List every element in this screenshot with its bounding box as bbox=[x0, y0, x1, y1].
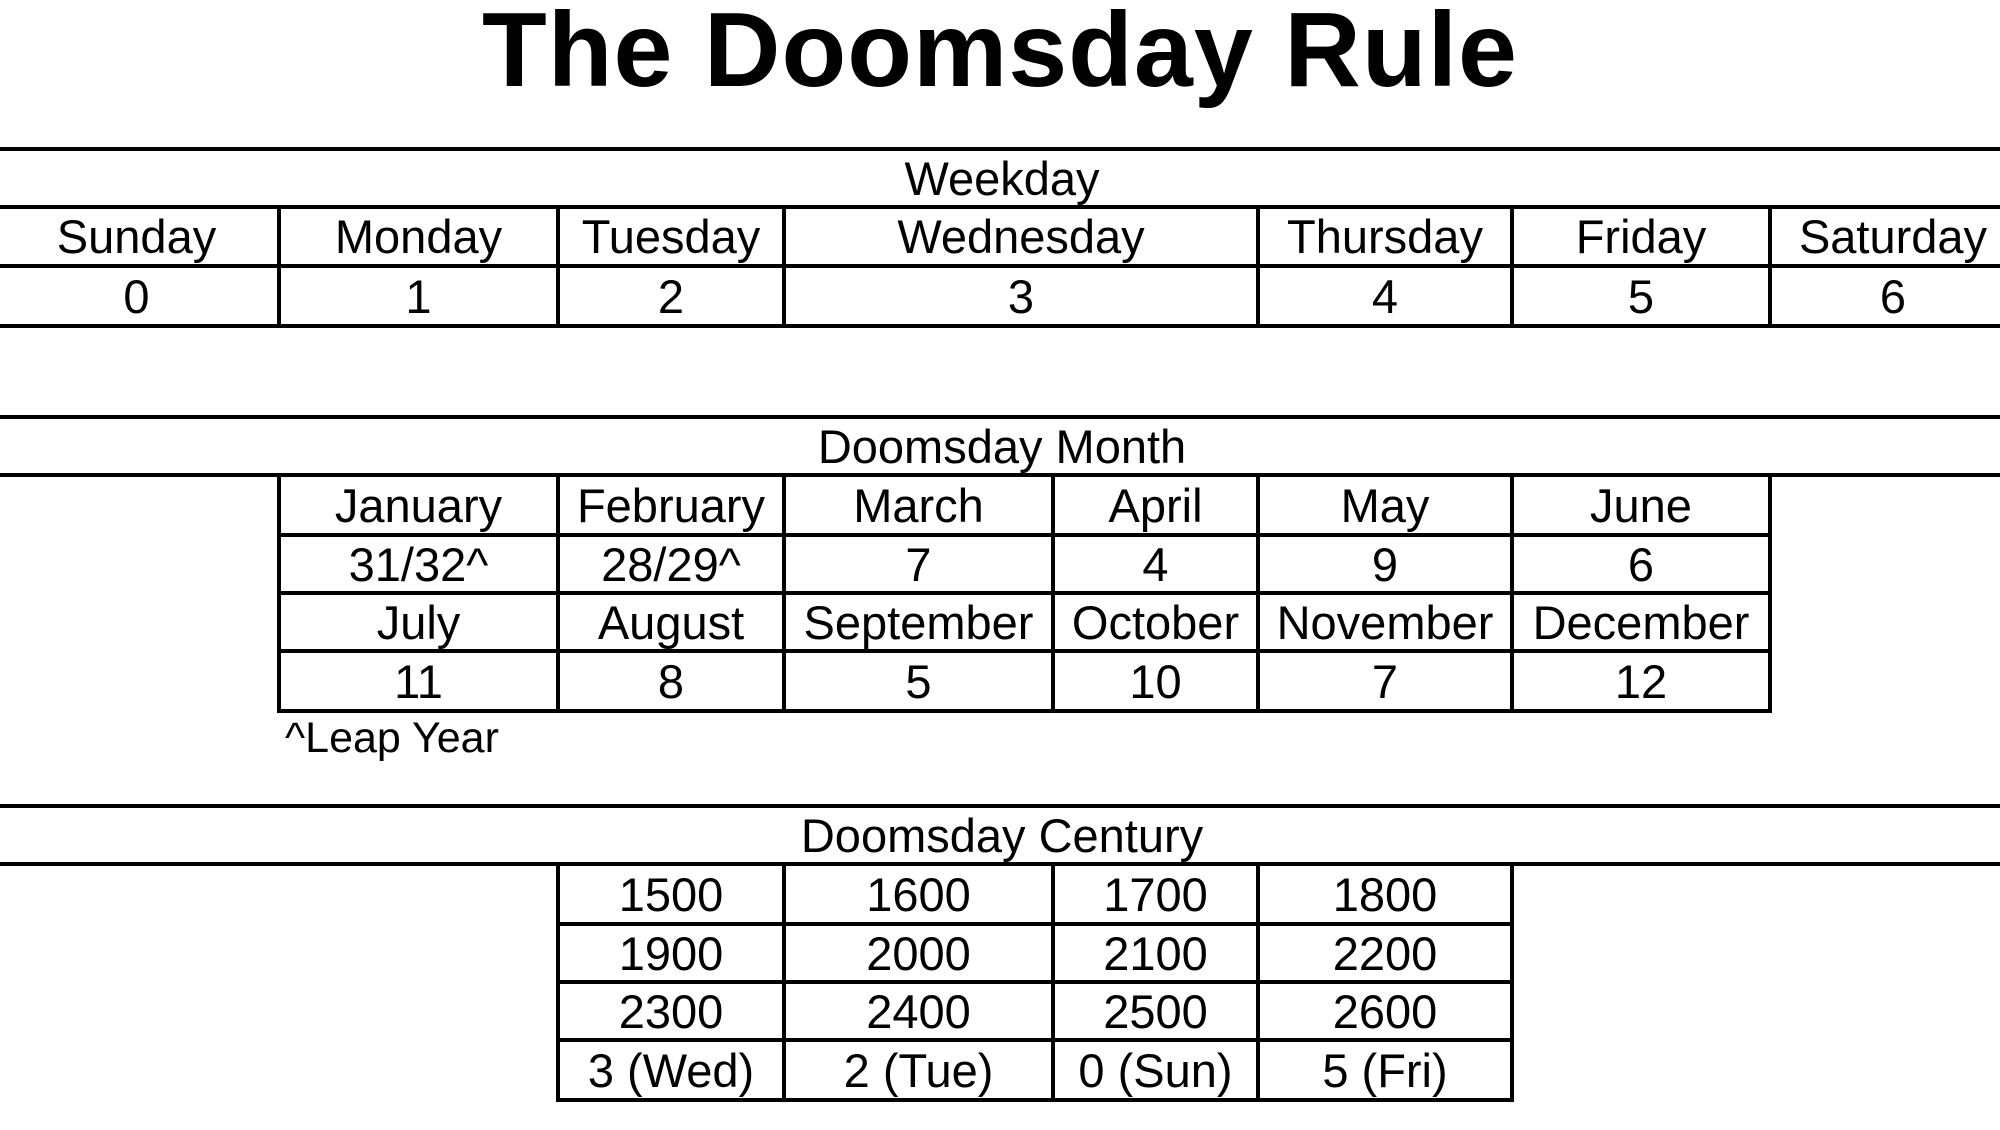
century-anchor-day: 0 (Sun) bbox=[1051, 1038, 1260, 1102]
weekday-number: 5 bbox=[1510, 264, 1772, 328]
weekday-number: 4 bbox=[1256, 264, 1514, 328]
century-year: 2100 bbox=[1051, 922, 1260, 984]
month-doomsday: 7 bbox=[1256, 649, 1514, 713]
century-year: 2500 bbox=[1051, 980, 1260, 1042]
century-year: 2400 bbox=[782, 980, 1055, 1042]
month-name: April bbox=[1051, 473, 1260, 537]
century-year: 2000 bbox=[782, 922, 1055, 984]
month-name: March bbox=[782, 473, 1055, 537]
century-year: 1600 bbox=[782, 862, 1055, 926]
weekday-number: 3 bbox=[782, 264, 1260, 328]
month-name: May bbox=[1256, 473, 1514, 537]
weekday-header: Weekday bbox=[0, 147, 2000, 209]
century-year: 2300 bbox=[556, 980, 786, 1042]
month-name: August bbox=[556, 591, 786, 653]
month-doomsday: 28/29^ bbox=[556, 533, 786, 595]
month-name: November bbox=[1256, 591, 1514, 653]
month-doomsday: 12 bbox=[1510, 649, 1772, 713]
month-doomsday: 8 bbox=[556, 649, 786, 713]
weekday-day-sunday: Sunday bbox=[0, 205, 281, 268]
month-doomsday: 7 bbox=[782, 533, 1055, 595]
page-title: The Doomsday Rule bbox=[482, 0, 1518, 109]
month-doomsday: 10 bbox=[1051, 649, 1260, 713]
century-anchor-day: 3 (Wed) bbox=[556, 1038, 786, 1102]
month-name: July bbox=[277, 591, 560, 653]
month-name: October bbox=[1051, 591, 1260, 653]
month-doomsday: 6 bbox=[1510, 533, 1772, 595]
weekday-number: 2 bbox=[556, 264, 786, 328]
month-name: September bbox=[782, 591, 1055, 653]
century-year: 1500 bbox=[556, 862, 786, 926]
month-header: Doomsday Month bbox=[0, 415, 2000, 477]
month-doomsday: 11 bbox=[277, 649, 560, 713]
weekday-day-tuesday: Tuesday bbox=[556, 205, 786, 268]
weekday-day-thursday: Thursday bbox=[1256, 205, 1514, 268]
century-year: 1700 bbox=[1051, 862, 1260, 926]
weekday-number: 6 bbox=[1768, 264, 2000, 328]
weekday-day-friday: Friday bbox=[1510, 205, 1772, 268]
month-doomsday: 31/32^ bbox=[277, 533, 560, 595]
century-year: 1800 bbox=[1256, 862, 1514, 926]
century-year: 1900 bbox=[556, 922, 786, 984]
century-anchor-day: 2 (Tue) bbox=[782, 1038, 1055, 1102]
century-anchor-day: 5 (Fri) bbox=[1256, 1038, 1514, 1102]
month-name: January bbox=[277, 473, 560, 537]
month-doomsday: 5 bbox=[782, 649, 1055, 713]
century-year: 2200 bbox=[1256, 922, 1514, 984]
century-header: Doomsday Century bbox=[0, 804, 2000, 866]
weekday-day-saturday: Saturday bbox=[1768, 205, 2000, 268]
month-name: December bbox=[1510, 591, 1772, 653]
century-year: 2600 bbox=[1256, 980, 1514, 1042]
weekday-day-monday: Monday bbox=[277, 205, 560, 268]
month-name: June bbox=[1510, 473, 1772, 537]
month-doomsday: 9 bbox=[1256, 533, 1514, 595]
weekday-number: 0 bbox=[0, 264, 281, 328]
weekday-number: 1 bbox=[277, 264, 560, 328]
month-doomsday: 4 bbox=[1051, 533, 1260, 595]
month-name: February bbox=[556, 473, 786, 537]
leap-year-note: ^Leap Year bbox=[285, 714, 499, 762]
weekday-day-wednesday: Wednesday bbox=[782, 205, 1260, 268]
